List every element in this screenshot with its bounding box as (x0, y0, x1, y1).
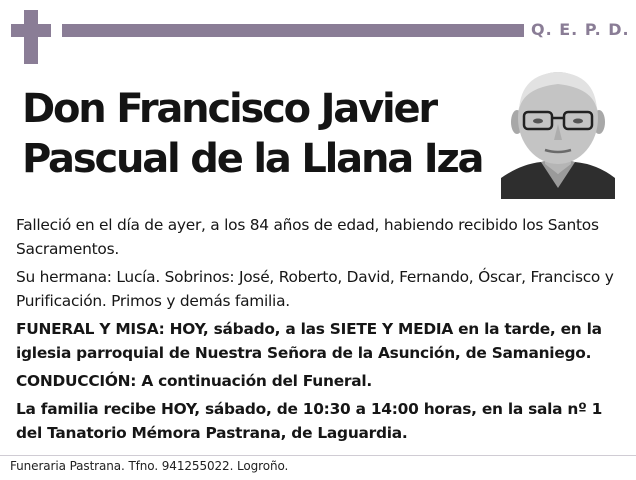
qepd-label: Q. E. P. D. (531, 20, 630, 39)
obituary-body (16, 213, 622, 449)
death-notice-paragraph: Falleció en el día de ayer, a los 84 años de edad, habiendo recibido los Santos Sacramentos. (16, 216, 599, 258)
deceased-photo (501, 66, 615, 199)
visitation-paragraph: La familia recibe HOY, sábado, de 10:30 a 14:00 horas, en la sala nº 1 del Tanatorio Mémora Pastrana, de Laguardia. (16, 400, 603, 442)
procession-paragraph: CONDUCCIÓN: A continuación del Funeral. (16, 372, 373, 390)
funeral-home-footer: Funeraria Pastrana. Tfno. 941255022. Logroño. (10, 459, 289, 473)
deceased-name-line2: Pascual de la Llana Iza (22, 136, 483, 182)
funeral-paragraph: FUNERAL Y MISA: HOY, sábado, a las SIETE Y MEDIA en la tarde, en la iglesia parroquial de Nuestra Señora de la Asunción, de Samaniego. (16, 320, 602, 362)
portrait-image (501, 66, 615, 199)
deceased-name-line1: Don Francisco Javier (22, 86, 436, 132)
cross-icon-vertical (24, 10, 38, 64)
deceased-name (22, 84, 502, 184)
footer-divider (0, 455, 636, 456)
cross-icon-horizontal (11, 24, 51, 37)
family-paragraph: Su hermana: Lucía. Sobrinos: José, Roberto, David, Fernando, Óscar, Francisco y Purificación. Primos y demás familia. (16, 268, 614, 310)
header-bar (62, 24, 524, 37)
